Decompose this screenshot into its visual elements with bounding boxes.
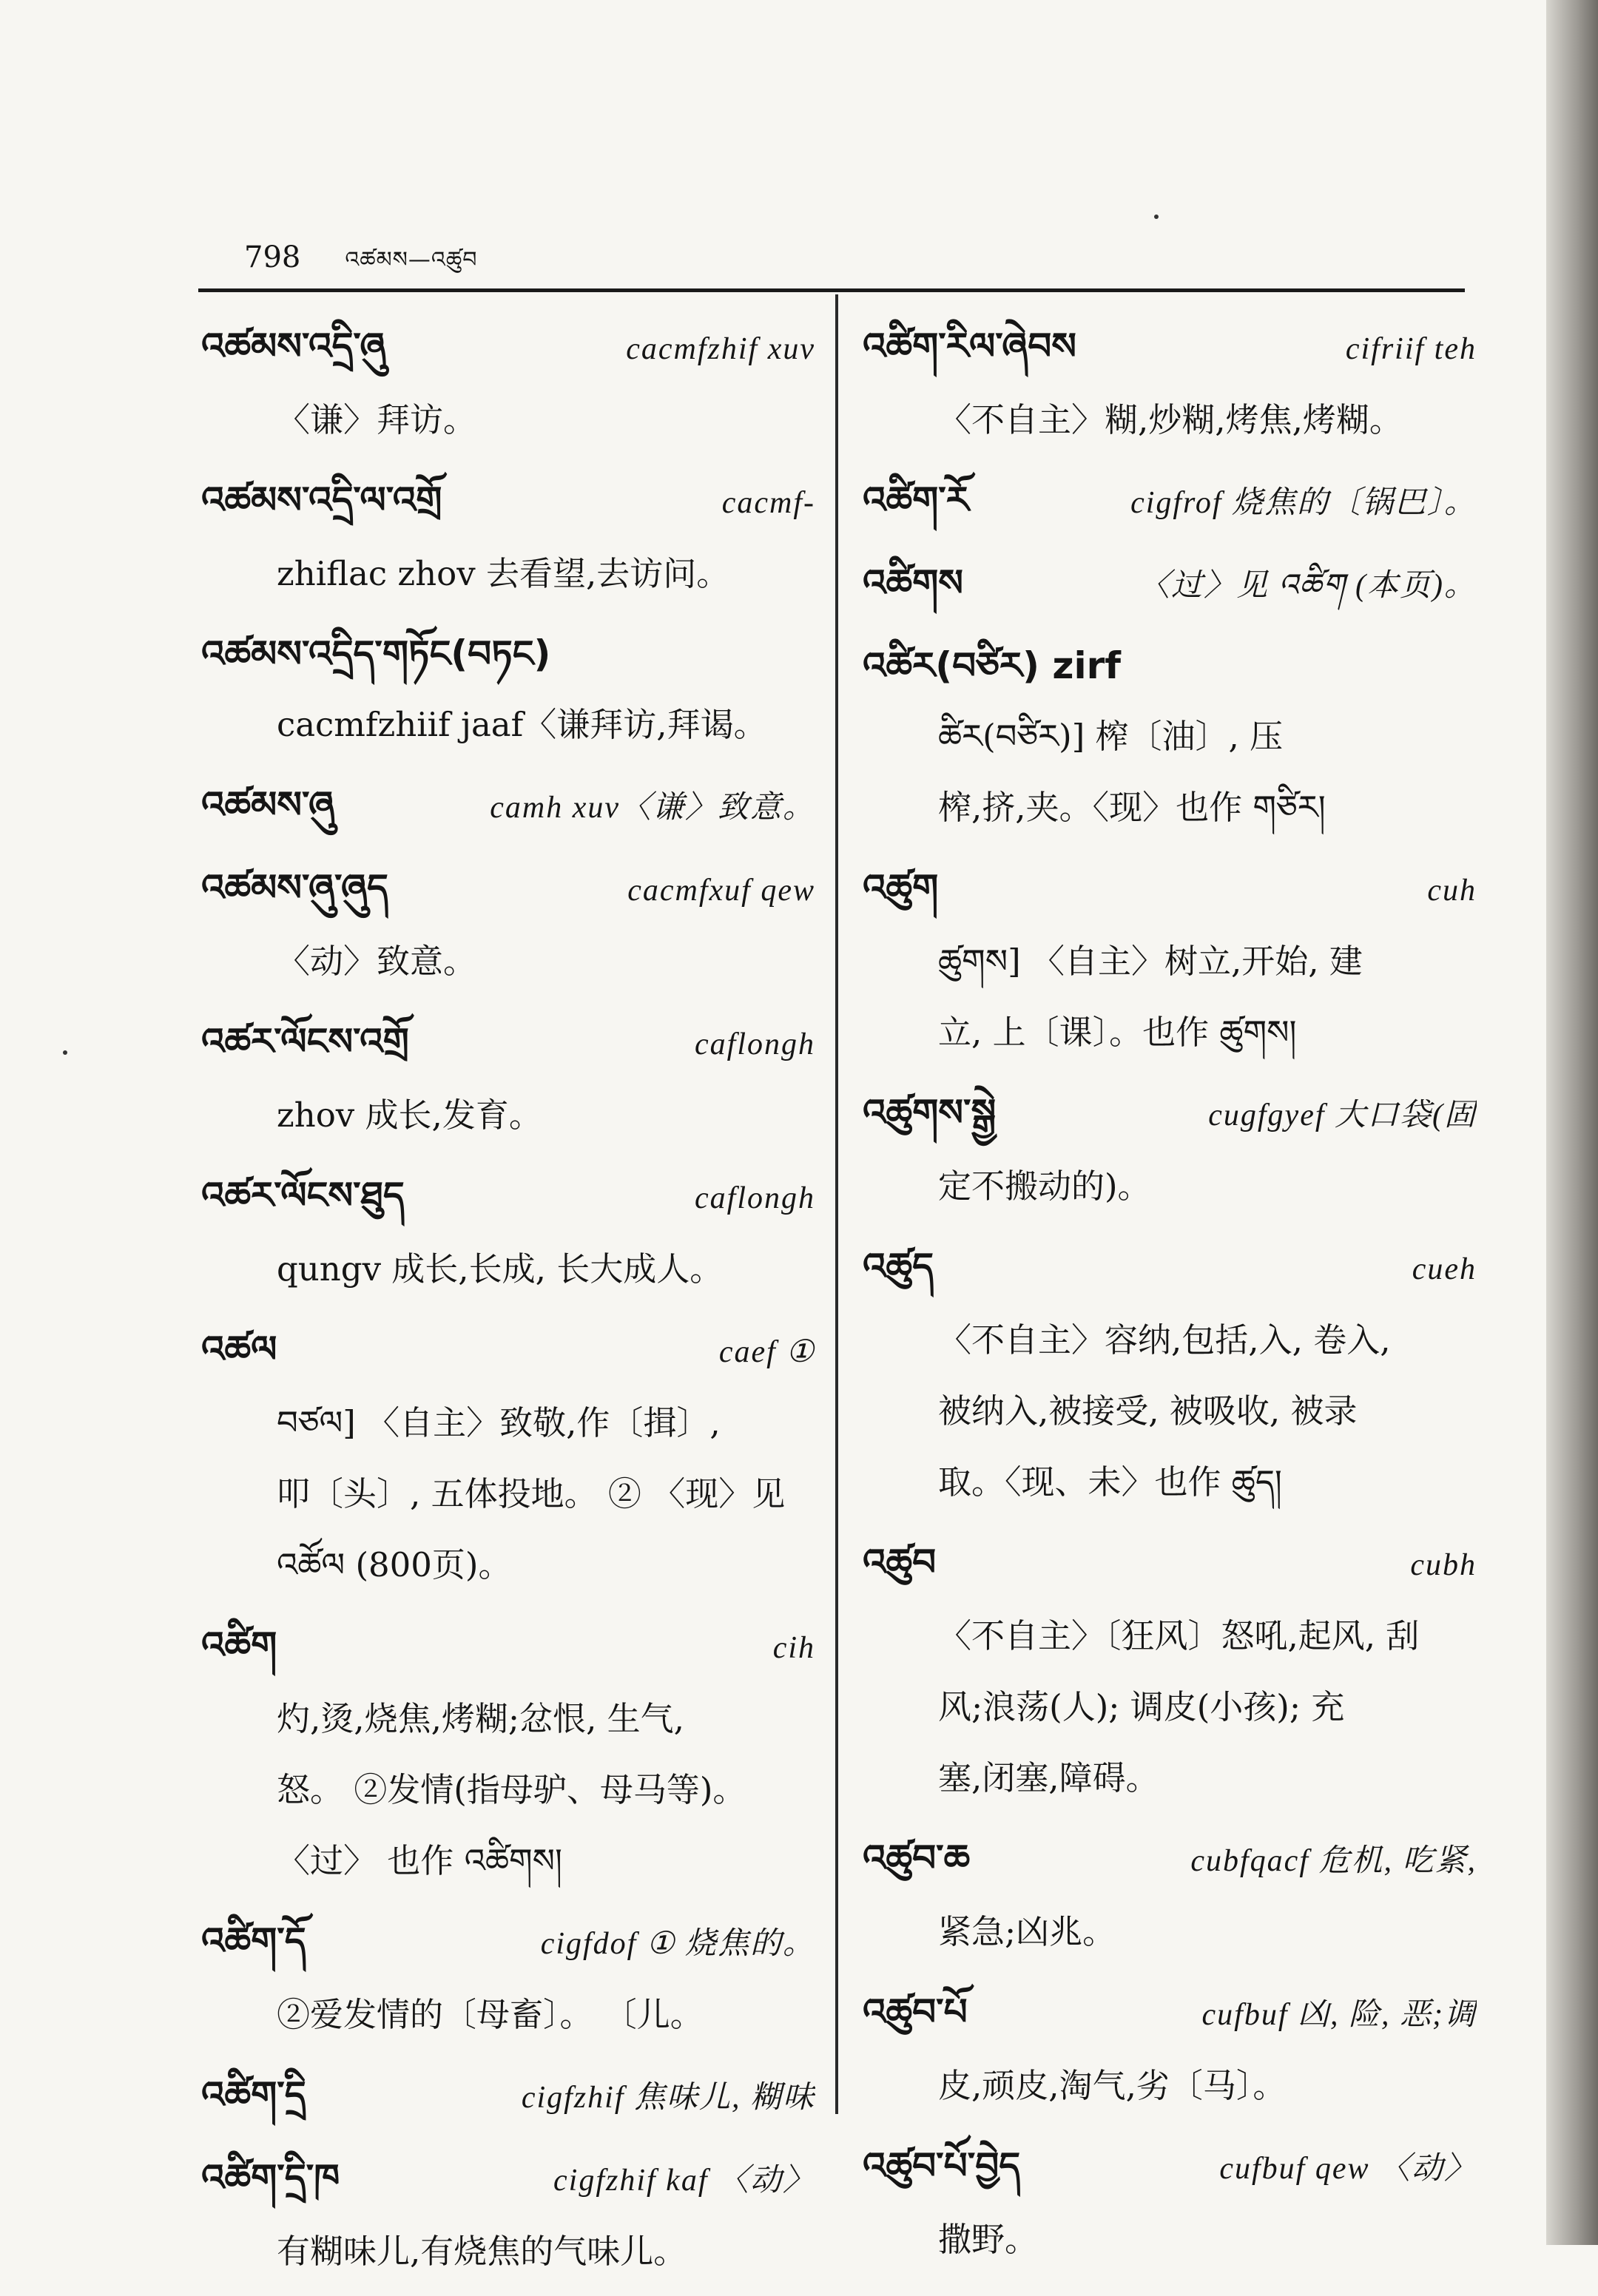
entry-headline — [863, 1823, 1477, 1897]
romanization: caflongh — [695, 1181, 815, 1215]
scan-speck — [1154, 215, 1159, 219]
definition-line: 有糊味儿,有烧焦的气味儿。 — [277, 2232, 687, 2271]
definition-line: 〈不自主〉〔狂风〕怒吼,起风, 刮 — [938, 1616, 1420, 1655]
definition-line: 撒野。 — [938, 2220, 1039, 2259]
entry-headline — [863, 852, 1477, 926]
romanization: cuh — [1427, 874, 1477, 908]
dictionary-entry — [201, 1610, 815, 1897]
right-column — [863, 311, 1477, 2284]
tibetan-headword: འཚམས་འདྲི་ལ་འགྲོ — [201, 479, 442, 521]
dictionary-entry — [863, 852, 1477, 1068]
romanization: cueh — [1412, 1252, 1477, 1286]
dictionary-entry — [863, 311, 1477, 456]
romanization: cufbuf 凶, 险, 恶;调 — [1201, 1998, 1477, 2032]
entry-headline — [201, 1314, 815, 1388]
entry-headline — [863, 1527, 1477, 1601]
romanization: cugfgyef 大口袋(固 — [1208, 1098, 1477, 1132]
entry-headline — [201, 1006, 815, 1080]
entry-headline — [201, 2142, 815, 2216]
tibetan-headword: འཚུབ་པོ་བྱེད — [863, 2144, 1021, 2187]
entry-headline — [201, 618, 815, 689]
column-divider — [835, 294, 838, 2114]
definition-line: 〈不自主〉容纳,包括,入, 卷入, — [938, 1320, 1391, 1360]
dictionary-entry — [863, 1527, 1477, 1814]
dictionary-entry — [863, 465, 1477, 538]
romanization: cigfzhif kaf 〈动〉 — [553, 2164, 815, 2198]
definition-line: 〈谦〉拜访。 — [277, 400, 477, 439]
dictionary-entry — [863, 2130, 1477, 2275]
romanization: cigfzhif 焦味儿, 糊味 — [521, 2081, 815, 2115]
definition-line: 怒。 ②发情(指母驴、母马等)。 — [277, 1770, 746, 1809]
tibetan-headword: འཚར་ལོངས་ཐུད — [201, 1174, 405, 1217]
entry-headline — [863, 1976, 1477, 2050]
tibetan-headword: འཚིར(བཙིར) zirf — [863, 644, 1122, 687]
dictionary-entry — [863, 547, 1477, 621]
tibetan-headword: འཚིགས — [863, 561, 964, 604]
definition-line: བཙལ] 〈自主〉致敬,作〔揖〕, — [277, 1403, 721, 1442]
left-column — [201, 311, 815, 2296]
definition-line: 〈不自主〉糊,炒糊,烤焦,烤糊。 — [938, 400, 1403, 439]
romanization: cufbuf qew 〈动〉 — [1219, 2152, 1477, 2186]
entry-headline — [863, 547, 1477, 621]
entry-headline — [201, 2059, 815, 2133]
dictionary-entry — [201, 769, 815, 843]
definition-line: ཚིར(བཙིར)] 榨〔油〕, 压 — [938, 717, 1284, 756]
tibetan-headword: འཚམས་འདྲིད་གཏོང(བཏང) — [201, 632, 551, 675]
tibetan-headword: འཚིག་རོ — [863, 479, 969, 521]
definition-line: 风;浪荡(人); 调皮(小孩); 充 — [938, 1687, 1345, 1726]
tibetan-headword: འཚིག་དྲི — [201, 2073, 306, 2116]
definition-line: 叩〔头〕, 五体投地。 ② 〈现〉见 — [277, 1474, 786, 1513]
page-number: 798 — [244, 240, 301, 274]
tibetan-headword: འཚར་ལོངས་འགྲོ — [201, 1020, 409, 1063]
romanization: cubfqacf 危机, 吃紧, — [1190, 1844, 1477, 1878]
entry-headline — [201, 1610, 815, 1684]
dictionary-entry — [863, 630, 1477, 843]
running-head: འཚམས—འཚུབ — [345, 247, 478, 273]
entry-headline — [201, 465, 815, 538]
tibetan-headword: འཚིག — [201, 1624, 277, 1667]
definition-line: ②爱发情的〔母畜〕。 〔儿。 — [277, 1995, 704, 2034]
definition-line: 立, 上〔课〕。也作 ཚུགས། — [938, 1013, 1297, 1052]
dictionary-entry — [863, 1976, 1477, 2121]
scan-speck — [63, 1050, 67, 1055]
tibetan-headword: འཚུབ — [863, 1541, 937, 1584]
definition-line: 灼,烫,烧焦,烤糊;忿恨, 生气, — [277, 1699, 684, 1738]
tibetan-headword: འཚུབ་པོ — [863, 1991, 968, 2033]
definition-line: ཚུགས] 〈自主〉树立,开始, 建 — [938, 942, 1363, 981]
tibetan-headword: འཚུད — [863, 1245, 934, 1288]
romanization: cigfrof 烧焦的〔锅巴〕。 — [1130, 486, 1477, 520]
dictionary-entry — [201, 2142, 815, 2287]
romanization: cacmfzhif xuv — [626, 332, 815, 366]
dictionary-entry — [201, 1314, 815, 1601]
entry-headline — [863, 1077, 1477, 1151]
entry-headline — [201, 311, 815, 385]
tibetan-headword: འཚམས་ཞུ་ཞུད — [201, 866, 388, 909]
dictionary-entry — [863, 1823, 1477, 1968]
entry-headline — [863, 465, 1477, 538]
entry-headline — [201, 1905, 815, 1979]
dictionary-entry — [201, 1905, 815, 2050]
tibetan-headword: འཚམས་ཞུ — [201, 783, 334, 826]
tibetan-headword: འཚིག་དོ — [201, 1919, 306, 1962]
romanization: cacmfxuf qew — [627, 874, 815, 908]
entry-headline — [201, 769, 815, 843]
definition-line: qungv 成长,长成, 长大成人。 — [277, 1249, 724, 1289]
definition-line: zhiflac zhov 去看望,去访问。 — [277, 554, 730, 593]
dictionary-entry — [201, 1160, 815, 1305]
definition-line: འཚོལ (800页)。 — [277, 1545, 512, 1584]
entry-headline — [201, 1160, 815, 1234]
entry-headline — [863, 311, 1477, 385]
dictionary-entry — [201, 1006, 815, 1151]
definition-line: 皮,顽皮,淘气,劣〔马〕。 — [938, 2066, 1287, 2105]
tibetan-headword: འཚིག་རིལ་ཞེབས — [863, 325, 1077, 368]
romanization: cubh — [1410, 1548, 1477, 1582]
romanization: caef ① — [718, 1335, 815, 1369]
definition-line: cacmfzhiif jaaf〈谦拜访,拜谒。 — [277, 705, 767, 744]
page-header — [244, 235, 477, 280]
definition-line: 〈过〉 也作 འཚིགས། — [277, 1841, 563, 1880]
romanization: cih — [772, 1631, 815, 1665]
tibetan-headword: འཚུག — [863, 866, 939, 909]
dictionary-entry — [863, 1077, 1477, 1222]
page-edge-shadow — [1546, 0, 1598, 2245]
dictionary-entry — [201, 2059, 815, 2133]
definition-line: 被纳入,被接受, 被吸收, 被录 — [938, 1391, 1358, 1431]
header-rule — [198, 288, 1465, 292]
tibetan-headword: འཚིག་དྲི་ཁ — [201, 2156, 340, 2199]
dictionary-entry — [201, 311, 815, 456]
dictionary-entry — [863, 1231, 1477, 1518]
romanization: cacmf- — [721, 486, 815, 520]
entry-headline — [863, 2130, 1477, 2204]
definition-line: 定不搬动的)。 — [938, 1166, 1151, 1206]
romanization: caflongh — [695, 1027, 815, 1061]
romanization: cifriif teh — [1345, 332, 1477, 366]
entry-headline — [201, 852, 815, 926]
definition-line: 取。〈现、未〉也作 ཚུད། — [938, 1462, 1282, 1502]
definition-line: 紧急;凶兆。 — [938, 1912, 1116, 1951]
definition-line: 塞,闭塞,障碍。 — [938, 1758, 1159, 1797]
romanization: camh xuv〈谦〉致意。 — [490, 791, 815, 825]
entry-headline — [863, 1231, 1477, 1305]
entry-headline — [863, 630, 1477, 701]
definition-line: 榨,挤,夹。〈现〉也作 གཙིར། — [938, 788, 1326, 827]
tibetan-headword: འཚལ — [201, 1328, 277, 1371]
dictionary-entry — [201, 852, 815, 997]
tibetan-headword: འཚུགས་སྒྱེ — [863, 1091, 997, 1134]
definition-line: zhov 成长,发育。 — [277, 1095, 542, 1135]
dictionary-entry — [201, 618, 815, 760]
definition-line: 〈动〉致意。 — [277, 942, 477, 981]
romanization: 〈过〉见 འཚིག (本页)。 — [1139, 569, 1477, 603]
tibetan-headword: འཚམས་འདྲི་ཞུ — [201, 325, 386, 368]
dictionary-entry — [201, 465, 815, 610]
tibetan-headword: འཚུབ་ཆ — [863, 1837, 971, 1880]
romanization: cigfdof ① 烧焦的。 — [540, 1927, 815, 1961]
